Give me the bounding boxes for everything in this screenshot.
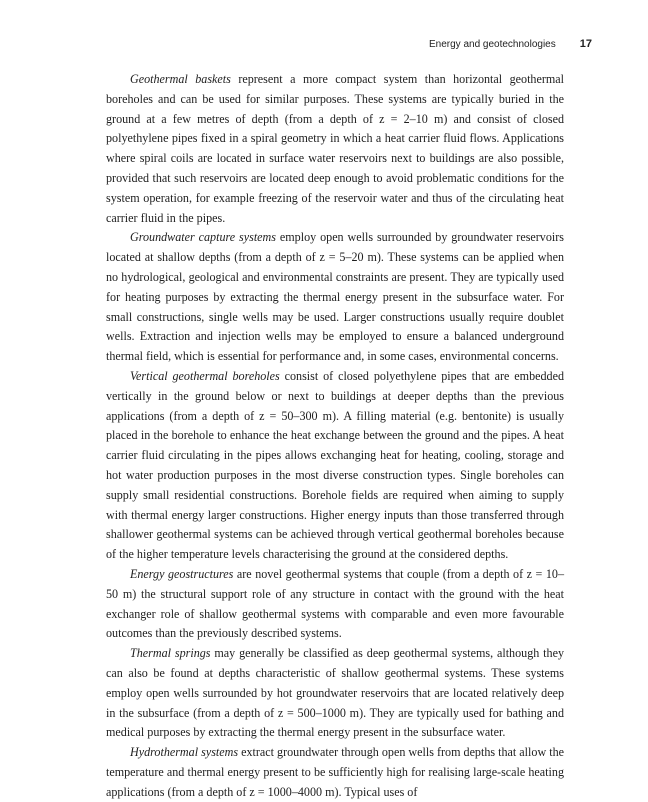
paragraph-text: represent a more compact system than horizontal geothermal boreholes and can be used for similar purposes. These systems are typically buried in the ground at a few metres of depth (from a depth of z = 2–10 m) and consist of closed polyethylene pipes fixed in a spiral geometry in which a heat carrier fluid flows. Applications where spiral coils are located in surface water reservoirs next to buildings are also possible, provided that such reservoirs are located deep enough to avoid problematic conditions for the system operation, for example freezing of the reservoir water and thus of the circulating heat carrier fluid in the pipes. bbox=[106, 72, 565, 225]
running-head bbox=[429, 38, 592, 50]
term-geothermal-baskets: Geothermal baskets bbox=[130, 72, 231, 86]
term-thermal-springs: Thermal springs bbox=[130, 646, 211, 661]
paragraph-groundwater-capture bbox=[106, 228, 564, 367]
term-groundwater-capture-systems: Groundwater capture systems bbox=[130, 230, 276, 245]
paragraph-text: extract groundwater through open wells from depths that allow the temperature and thermal energy present to be sufficiently high for realising large-scale heating applications (from a depth of z = 1000–4000 m). Typical uses of bbox=[106, 745, 564, 799]
term-hydrothermal-systems: Hydrothermal systems bbox=[130, 745, 239, 760]
body-text bbox=[106, 70, 564, 802]
term-vertical-geothermal-boreholes: Vertical geothermal boreholes bbox=[130, 368, 280, 383]
paragraph-thermal-springs bbox=[106, 644, 564, 743]
paragraph-hydrothermal-systems bbox=[106, 743, 564, 802]
paragraph-text: employ open wells surrounded by groundwater reservoirs located at shallow depths (from a depth of z = 5–20 m). These systems can be applied when no hydrological, geological and environmental constraints are present. They are typically used for heating purposes by extracting the thermal energy present in the subsurface water. For small constructions, single wells may be used. Larger constructions usually require doublet wells. Extraction and injection wells may be employed to ensure a balanced underground thermal field, which is essential for performance and, in some cases, environmental concerns. bbox=[106, 230, 564, 364]
page-number: 17 bbox=[579, 38, 592, 50]
term-energy-geostructures: Energy geostructures bbox=[130, 566, 234, 581]
paragraph-text: consist of closed polyethylene pipes that are embedded vertically in the ground below or next to buildings at deeper depths than the previous applications (from a depth of z = 50–300 m). A filling material (e.g. bentonite) is usually placed in the borehole to enhance the heat exchange between the ground and the pipes. A heat carrier fluid circulating in the pipes allows exchanging heat for heating, cooling, storage and hot water production purposes in the most diverse construction types. Single boreholes can supply small residential constructions. Borehole fields are required when aiming to supply with thermal energy larger constructions. Higher energy inputs than those transferred through shallower geothermal systems can be achieved through vertical geothermal boreholes because of the higher temperature levels characterising the ground at the considered depths. bbox=[106, 368, 564, 562]
paragraph-text: are novel geothermal systems that couple (from a depth of z = 10–50 m) the structural support role of any structure in contact with the ground with the heat exchanger role of shallow geothermal systems with comparable and even more favourable outcomes than the previously described systems. bbox=[106, 566, 564, 641]
paragraph-vertical-boreholes bbox=[106, 367, 564, 565]
paragraph-text: may generally be classified as deep geothermal systems, although they can also be found at depths characteristic of shallow geothermal systems. These systems employ open wells surrounded by hot groundwater reservoirs that are located relatively deep in the subsurface (from a depth of z = 500–1000 m). They are typically used for bathing and medical purposes by extracting the thermal energy present in the subsurface water. bbox=[106, 646, 564, 740]
paragraph-geothermal-baskets bbox=[106, 70, 564, 228]
paragraph-energy-geostructures bbox=[106, 565, 564, 644]
running-title: Energy and geotechnologies bbox=[428, 39, 556, 50]
